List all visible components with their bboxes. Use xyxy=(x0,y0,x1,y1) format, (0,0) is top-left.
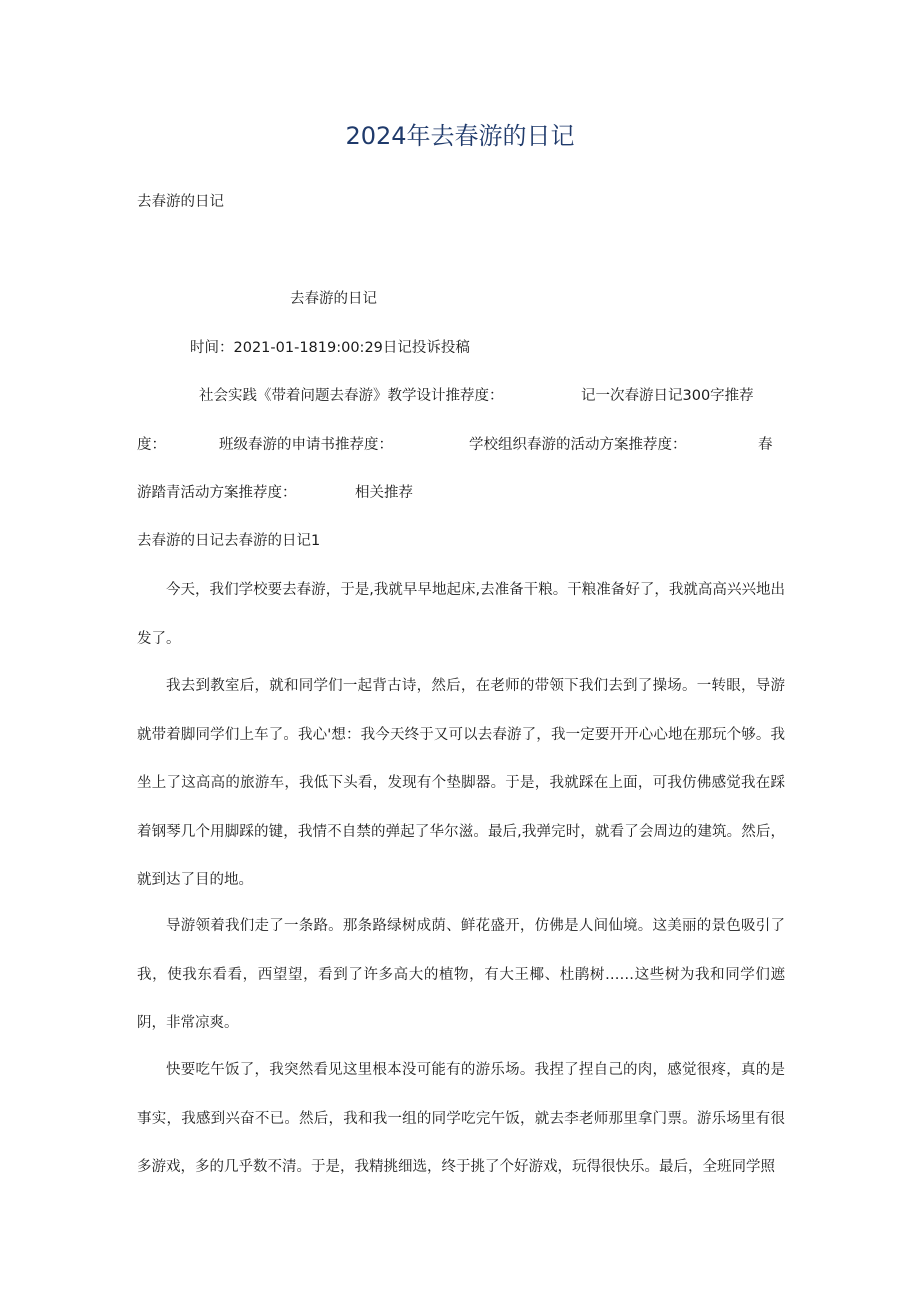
recommendation-item[interactable]: 社会实践《带着问题去春游》教学设计推荐度： xyxy=(199,388,504,404)
recommendation-item[interactable]: 班级春游的申请书推荐度： xyxy=(219,437,393,453)
body-paragraph: 今天，我们学校要去春游，于是,我就早早地起床,去准备干粮。干粮准备好了，我就高高兴兴地出发了。 xyxy=(137,582,785,647)
body-paragraph: 我去到教室后，就和同学们一起背古诗，然后，在老师的带领下我们去到了操场。一转眼，导游就带着脚同学们上车了。我心'想：我今天终于又可以去春游了，我一定要开开心心地在那玩个够。我坐上了这高高的旅游车，我低下头看，发现有个垫脚器。于是，我就踩在上面，可我仿佛感觉我在踩着钢琴几个用脚踩的键，我情不自禁的弹起了华尔滋。最后,我弹完时，就看了会周边的建筑。然后，就到达了目的地。 xyxy=(137,678,785,888)
subtitle: 去春游的日记 xyxy=(137,194,224,210)
recommendation-item[interactable]: 春 xyxy=(758,437,773,453)
recommendation-text: 度： xyxy=(137,437,166,453)
section-heading: 去春游的日记去春游的日记1 xyxy=(137,533,321,549)
article-title: 去春游的日记 xyxy=(290,291,377,307)
document-title: 2024年去春游的日记 xyxy=(345,122,575,150)
recommendation-text: 游踏青活动方案推荐度： xyxy=(137,485,297,501)
recommendation-row xyxy=(137,435,773,455)
recommendation-row xyxy=(137,483,773,503)
recommendation-item[interactable]: 学校组织春游的活动方案推荐度： xyxy=(469,437,687,453)
body-paragraph: 快要吃午饭了，我突然看见这里根本没可能有的游乐场。我捏了捏自己的肉，感觉很疼，真的是事实，我感到兴奋不已。然后，我和我一组的同学吃完午饭，就去李老师那里拿门票。游乐场里有很多游戏，多的几乎数不清。于是，我精挑细选，终于挑了个好游戏，玩得很快乐。最后，全班同学照 xyxy=(137,1062,785,1175)
recommendation-row xyxy=(137,386,773,406)
related-label: 相关推荐 xyxy=(355,485,413,501)
article-meta: 时间：2021-01-1819:00:29日记投诉投稿 xyxy=(190,340,470,356)
recommendation-item[interactable]: 记一次春游日记300字推荐 xyxy=(581,388,754,404)
body-paragraph: 导游领着我们走了一条路。那条路绿树成荫、鲜花盛开，仿佛是人间仙境。这美丽的景色吸引了我，使我东看看，西望望，看到了许多高大的植物，有大王椰、杜鹃树……这些树为我和同学们遮阴，非常凉爽。 xyxy=(137,918,785,1031)
